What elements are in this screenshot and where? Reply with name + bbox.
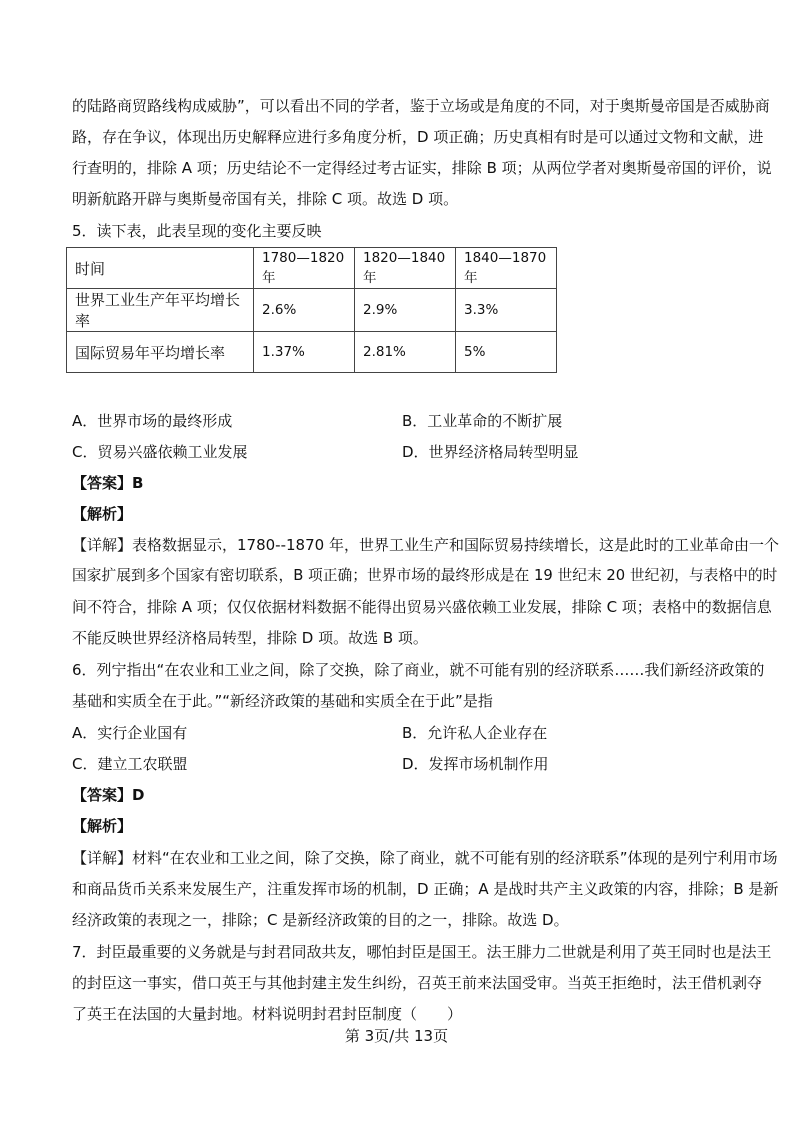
table-cell: 2.81%	[355, 332, 456, 373]
table-cell: 2.6%	[254, 289, 355, 332]
option-c: C．贸易兴盛依赖工业发展	[72, 443, 248, 461]
detail-line: 间不符合，排除 A 项；仅仅依据材料数据不能得出贸易兴盛依赖工业发展，排除 C 项；表格中的数据信息	[72, 598, 772, 616]
option-d: D．发挥市场机制作用	[402, 755, 549, 773]
option-b: B．工业革命的不断扩展	[402, 412, 563, 430]
data-table	[66, 247, 557, 373]
detail-line: 【详解】材料“在农业和工业之间，除了交换，除了商业，就不可能有别的经济联系”体现的是列宁利用市场	[72, 849, 778, 867]
table-cell: 3.3%	[456, 289, 557, 332]
detail-line: 和商品货币关系来发展生产，注重发挥市场的机制，D 正确；A 是战时共产主义政策的内容，排除；B 是新	[72, 880, 779, 898]
table-cell: 国际贸易年平均增长率	[67, 332, 254, 373]
table-header-cell: 1820—1840 年	[355, 248, 456, 289]
page-number: 第 3页/共 13页	[344, 1027, 449, 1045]
text-line: 的陆路商贸路线构成威胁”，可以看出不同的学者，鉴于立场或是角度的不同，对于奥斯曼帝国是否威胁商	[72, 97, 770, 115]
question-6-stem: 基础和实质全在于此。”“新经济政策的基础和实质全在于此”是指	[72, 692, 493, 710]
table-row	[67, 332, 557, 373]
answer-label: 【答案】D	[72, 786, 145, 804]
table-cell: 2.9%	[355, 289, 456, 332]
table-header-cell: 1780—1820 年	[254, 248, 355, 289]
question-7-stem: 7．封臣最重要的义务就是与封君同敌共友，哪怕封臣是国王。法王腓力二世就是利用了英王同时也是法王	[72, 943, 772, 961]
option-a: A．世界市场的最终形成	[72, 412, 233, 430]
answer-label: 【答案】B	[72, 474, 144, 492]
option-c: C．建立工农联盟	[72, 755, 188, 773]
table-header-cell: 时间	[67, 248, 254, 289]
table-header-row	[67, 248, 557, 289]
question-5-stem: 5．读下表，此表呈现的变化主要反映	[72, 222, 322, 240]
detail-line: 【详解】表格数据显示，1780--1870 年，世界工业生产和国际贸易持续增长，这是此时的工业革命由一个	[72, 536, 779, 554]
text-line: 路，存在争议，体现出历史解释应进行多角度分析，D 项正确；历史真相有时是可以通过文物和文献，进	[72, 128, 764, 146]
text-line: 明新航路开辟与奥斯曼帝国有关，排除 C 项。故选 D 项。	[72, 190, 459, 208]
detail-line: 国家扩展到多个国家有密切联系，B 项正确；世界市场的最终形成是在 19 世纪末 20 世纪初，与表格中的时	[72, 567, 778, 584]
table-header-cell: 1840—1870 年	[456, 248, 557, 289]
analysis-label: 【解析】	[72, 505, 133, 523]
detail-line: 经济政策的表现之一，排除；C 是新经济政策的目的之一，排除。故选 D。	[72, 911, 569, 929]
table-cell: 1.37%	[254, 332, 355, 373]
question-6-stem: 6．列宁指出“在农业和工业之间，除了交换，除了商业，就不可能有别的经济联系……我们新经济政策的	[72, 661, 765, 679]
option-b: B．允许私人企业存在	[402, 724, 548, 742]
question-7-stem: 的封臣这一事实，借口英王与其他封建主发生纠纷，召英王前来法国受审。当英王拒绝时，法王借机剥夺	[72, 974, 763, 992]
detail-line: 不能反映世界经济格局转型，排除 D 项。故选 B 项。	[72, 629, 428, 647]
option-d: D．世界经济格局转型明显	[402, 443, 579, 461]
analysis-label: 【解析】	[72, 817, 133, 835]
table-cell: 5%	[456, 332, 557, 373]
text-line: 行查明的，排除 A 项；历史结论不一定得经过考古证实，排除 B 项；从两位学者对奥斯曼帝国的评价，说	[72, 159, 772, 177]
option-a: A．实行企业国有	[72, 724, 188, 742]
question-7-stem: 了英王在法国的大量封地。材料说明封君封臣制度（ ）	[72, 1005, 463, 1023]
table-row	[67, 289, 557, 332]
table-cell: 世界工业生产年平均增长率	[67, 289, 254, 332]
